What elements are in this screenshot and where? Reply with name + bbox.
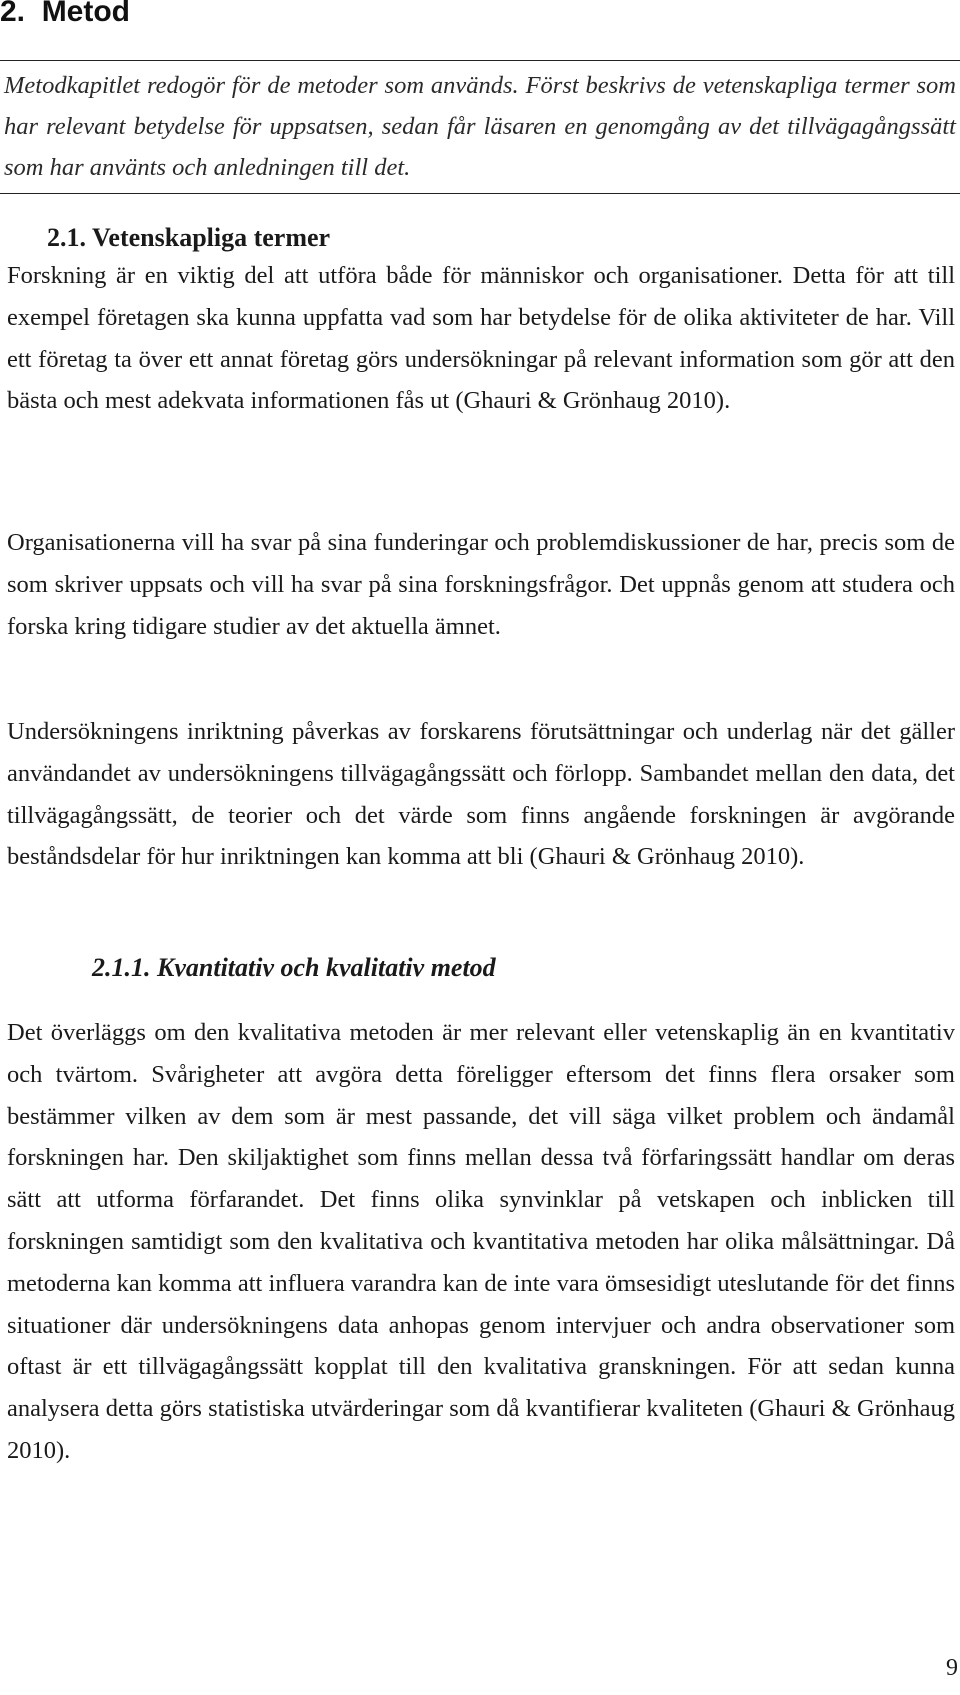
chapter-intro: Metodkapitlet redogör för de metoder som används. Först beskrivs de vetenskapliga termer som har relevant betydelse för uppsatsen, sedan får läsaren en genomgång av det tillvägagångssätt som har använts och anledningen till det.	[4, 72, 956, 181]
section-heading-2-1: 2.1. Vetenskapliga termer	[47, 223, 331, 252]
intro-top-rule	[0, 60, 960, 61]
intro-bottom-rule	[0, 193, 960, 194]
paragraph-quant-qual-method: Det överläggs om den kvalitativa metoden är mer relevant eller vetenskaplig än en kvantitativ och tvärtom. Svårigheter att avgöra detta föreligger eftersom det finns flera orsaker som bestämmer vilken av dem som är mest passande, det vill säga vilket problem och ändamål forskningen har. Den skiljaktighet som finns mellan dessa två förfaringssätt handlar om deras sätt att utforma förfarandet. Det finns olika synvinklar på vetskapen och inblicken till forskningen samtidigt som den kvalitativa och kvantitativa metoden har olika målsättningar. Då metoderna kan komma att influera varandra kan de inte vara ömsesidigt uteslutande för det finns situationer där undersökningens data anhopas genom intervjuer och andra observationer som oftast är ett tillvägagångssätt kopplat till den kvalitativa granskningen. För att sedan kunna analysera detta görs statistiska utvärderingar som då kvantifierar kvaliteten (Ghauri & Grönhaug 2010).	[7, 1019, 955, 1464]
paragraph-research-direction: Undersökningens inriktning påverkas av forskarens förutsättningar och underlag när det gäller användandet av undersökningens tillvägagångssätt och förlopp. Sambandet mellan den data, det tillvägagångssätt, de teorier och det värde som finns angående forskningen är avgörande beståndsdelar för hur inriktningen kan komma att bli (Ghauri & Grönhaug 2010).	[7, 718, 955, 871]
paragraph-organisations: Organisationerna vill ha svar på sina funderingar och problemdiskussioner de har, precis som de som skriver uppsats och vill ha svar på sina forskningsfrågor. Det uppnås genom att studera och forska kring tidigare studier av det aktuella ämnet.	[7, 529, 955, 640]
page-number: 9	[946, 1655, 958, 1681]
chapter-title: 2. Metod	[0, 0, 131, 28]
section-heading-2-1-1: 2.1.1. Kvantitativ och kvalitativ metod	[92, 953, 496, 982]
paragraph-research-importance: Forskning är en viktig del att utföra både för människor och organisationer. Detta för att till exempel företagen ska kunna uppfatta vad som har betydelse för de olika aktiviteter de har. Vill ett företag ta över ett annat företag görs undersökningar på relevant information som gör att den bästa och mest adekvata informationen fås ut (Ghauri & Grönhaug 2010).	[7, 262, 955, 415]
